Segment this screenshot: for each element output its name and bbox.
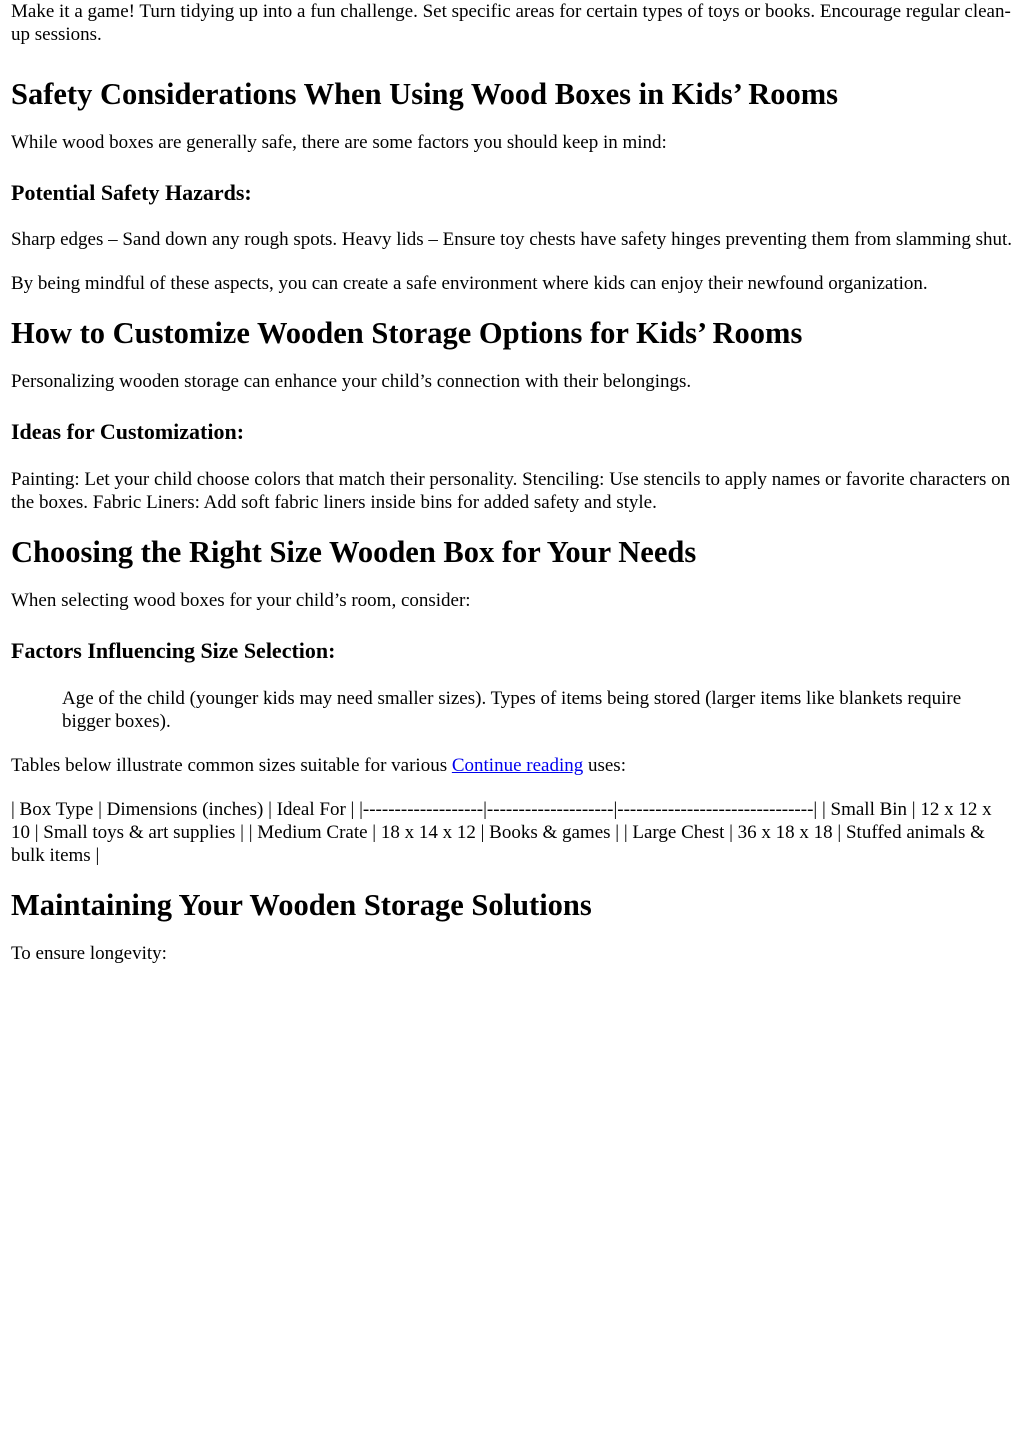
tables-intro-suffix: uses: bbox=[583, 755, 626, 776]
safety-closing-paragraph: By being mindful of these aspects, you can create a safe environment where kids can enjoy their newfound organization. bbox=[11, 273, 928, 294]
size-factors-subheading: Factors Influencing Size Selection: bbox=[11, 638, 336, 663]
size-factors-list: Age of the child (younger kids may need smaller sizes). Types of items being stored (larger items like blankets require bigger boxes). bbox=[62, 688, 962, 732]
tables-intro-paragraph bbox=[11, 754, 1013, 777]
size-heading: Choosing the Right Size Wooden Box for Your Needs bbox=[11, 535, 697, 569]
safety-paragraph: While wood boxes are generally safe, there are some factors you should keep in mind: bbox=[11, 132, 667, 153]
size-table-text: | Box Type | Dimensions (inches) | Ideal For | |-------------------|--------------------|-------------------------------| | Small Bin | 12 x 12 x 10 | Small toys & art supplies | | Medium Crate | 18 x 14 x 12 | Books & games | | Large Chest | 36 x 18 x 18 | Stuffed animals & bulk items | bbox=[11, 799, 992, 866]
safety-heading: Safety Considerations When Using Wood Boxes in Kids’ Rooms bbox=[11, 77, 839, 111]
hazards-paragraph: Sharp edges – Sand down any rough spots. Heavy lids – Ensure toy chests have safety hinges preventing them from slamming shut. bbox=[11, 229, 1013, 250]
size-paragraph: When selecting wood boxes for your child’s room, consider: bbox=[11, 590, 471, 611]
customization-ideas-paragraph: Painting: Let your child choose colors that match their personality. Stenciling: Use stencils to apply names or favorite characters on the boxes. Fabric Liners: Add soft fabric liners inside bins for added safety and style. bbox=[11, 469, 1011, 513]
customization-subheading: Ideas for Customization: bbox=[11, 419, 245, 444]
continue-reading-link[interactable]: Continue reading bbox=[451, 755, 584, 776]
hazards-subheading: Potential Safety Hazards: bbox=[11, 180, 252, 205]
tables-intro-text: Tables below illustrate common sizes suitable for various bbox=[11, 755, 452, 776]
maintain-heading: Maintaining Your Wooden Storage Solutions bbox=[11, 888, 592, 922]
intro-paragraph: Make it a game! Turn tidying up into a fun challenge. Set specific areas for certain types of toys or books. Encourage regular clean-up sessions. bbox=[11, 1, 1011, 45]
customize-heading: How to Customize Wooden Storage Options for Kids’ Rooms bbox=[11, 316, 803, 350]
maintain-paragraph: To ensure longevity: bbox=[11, 943, 167, 964]
customize-paragraph: Personalizing wooden storage can enhance your child’s connection with their belongings. bbox=[11, 371, 692, 392]
